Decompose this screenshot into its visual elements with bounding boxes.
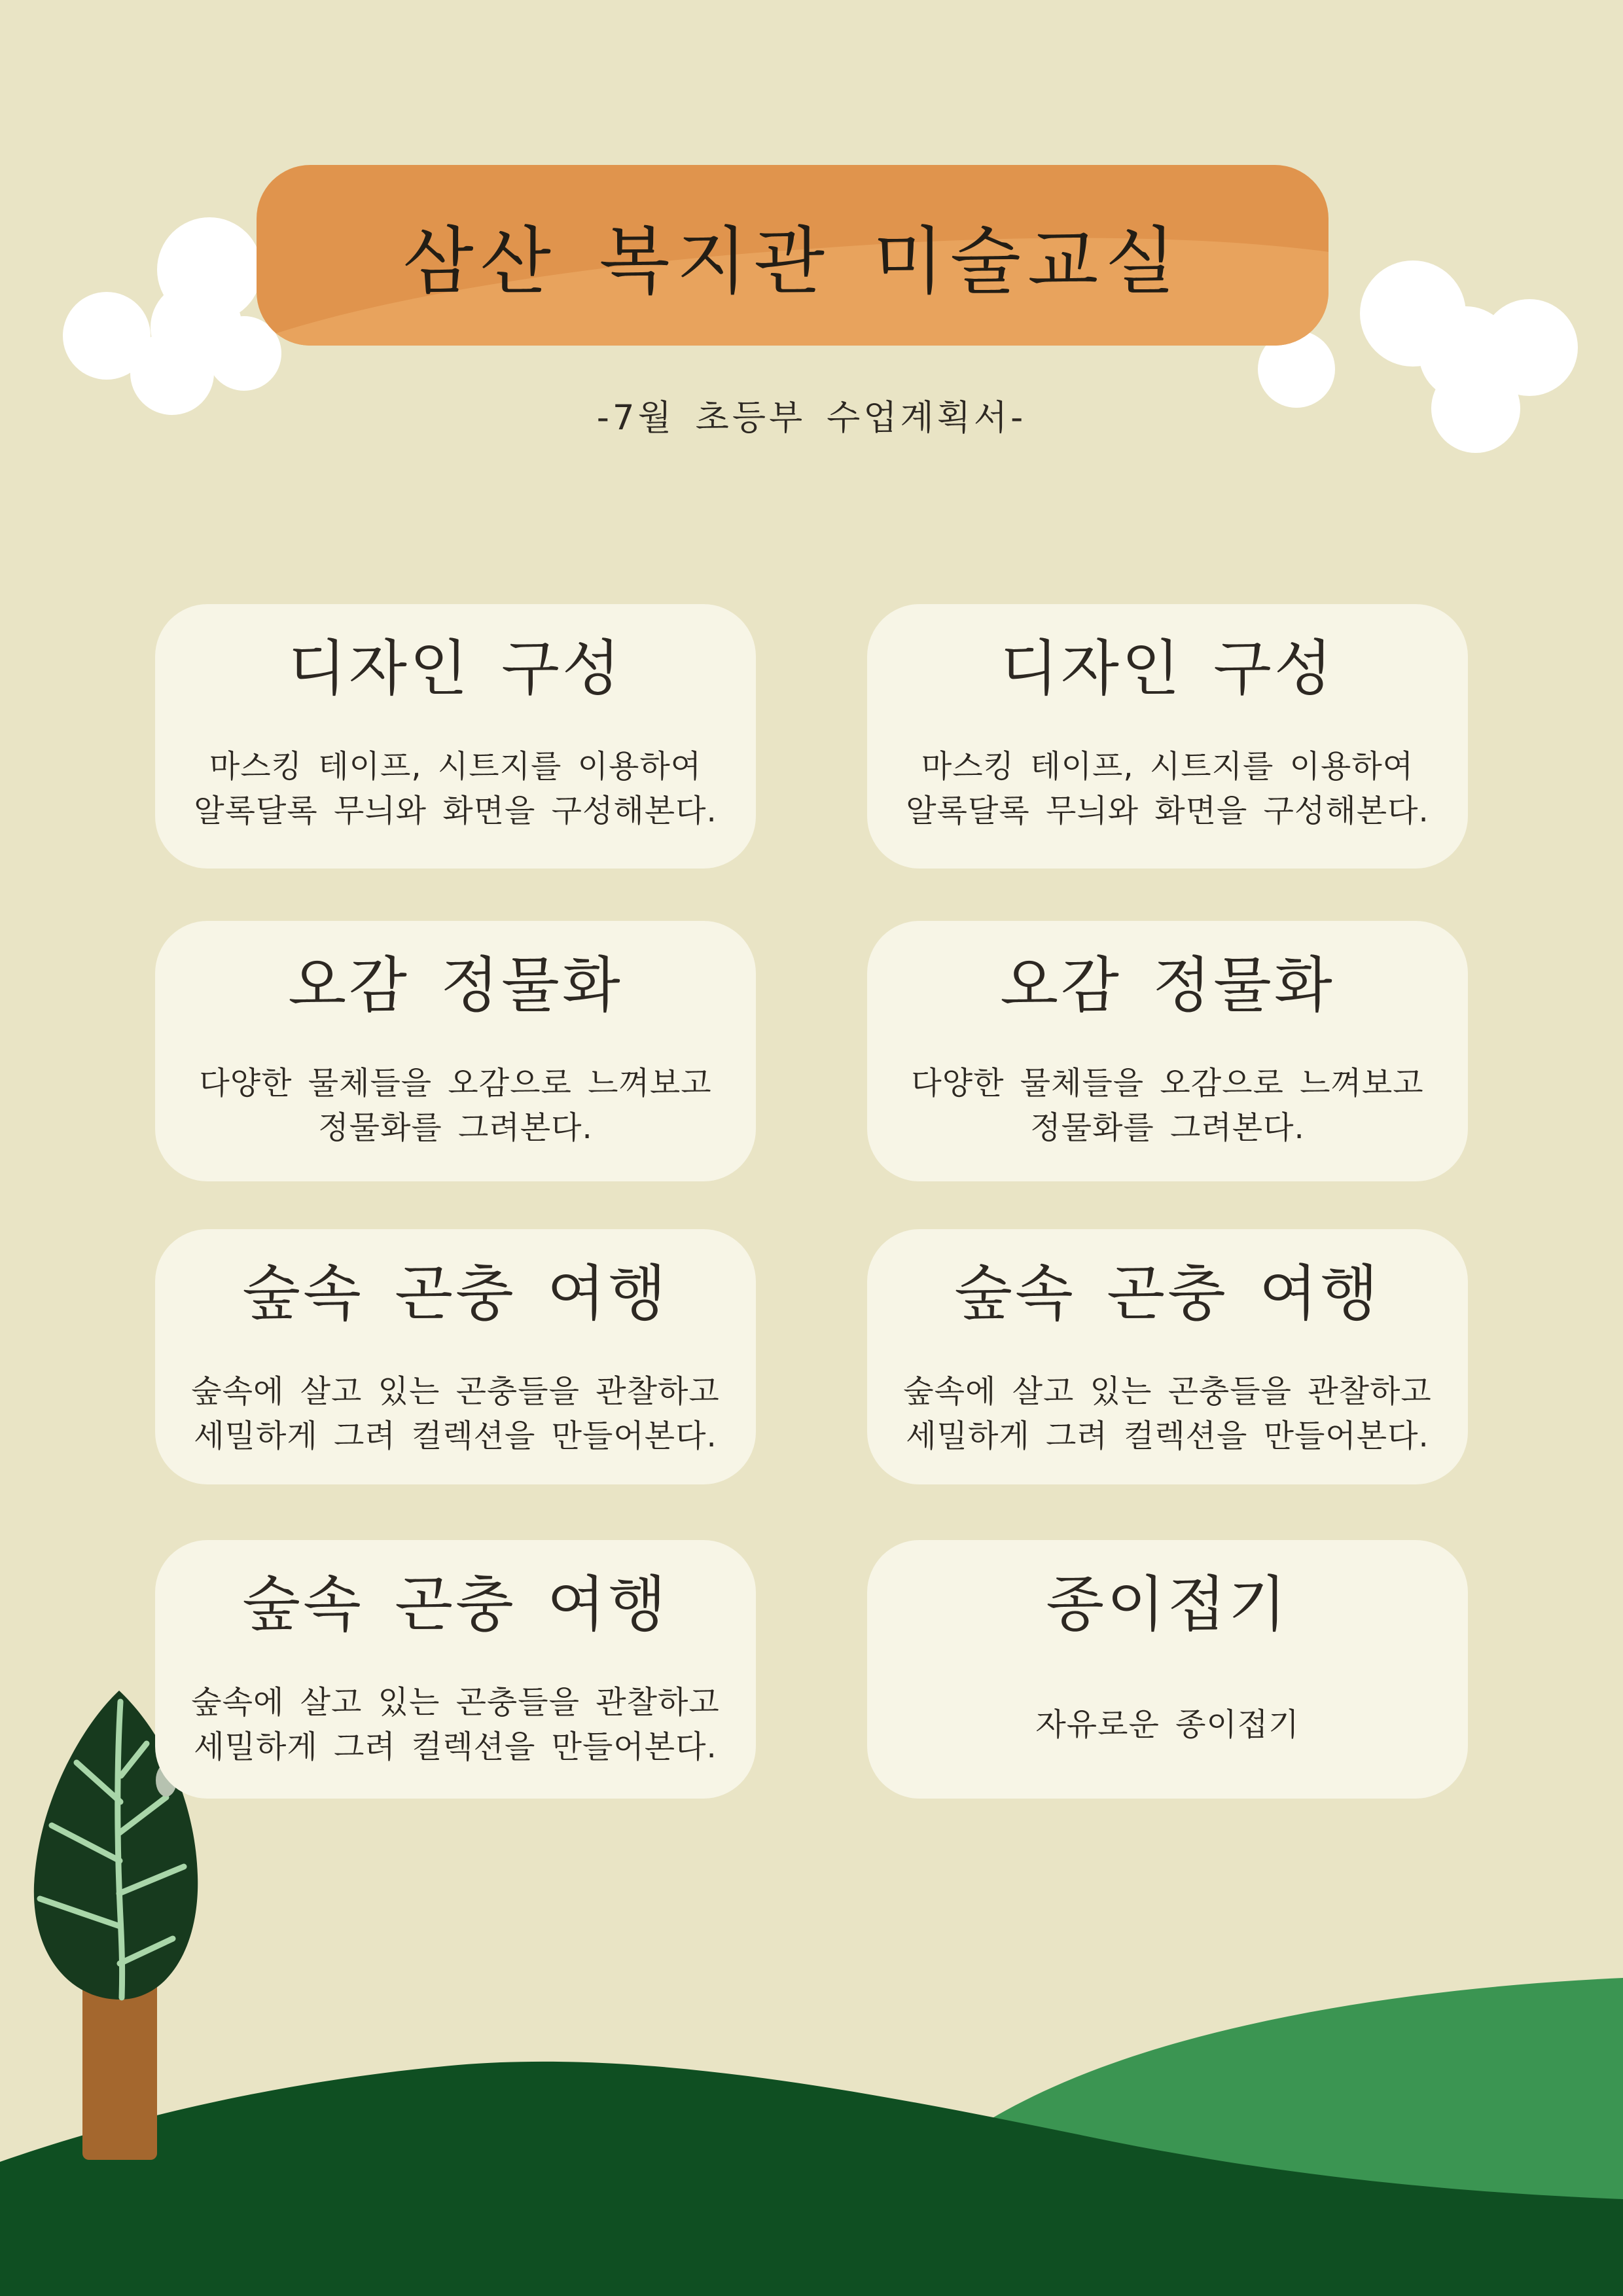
- card-desc-line: 알록달록 무늬와 화면을 구성해본다.: [906, 792, 1429, 829]
- card-title: 오감 정물화: [1000, 950, 1335, 1020]
- card-desc-line: 정물화를 그려본다.: [1030, 1109, 1305, 1146]
- card-desc-line: 세밀하게 그려 컬렉션을 만들어본다.: [194, 1728, 717, 1765]
- card-description: [906, 738, 1429, 840]
- card-desc-line: 정물화를 그려본다.: [318, 1109, 593, 1146]
- card-desc-line: 다양한 물체들을 오감으로 느껴보고: [911, 1064, 1424, 1102]
- card-title: 종이접기: [1046, 1570, 1289, 1640]
- card-title: 오감 정물화: [288, 950, 623, 1020]
- class-card-insects-2: [867, 1229, 1468, 1484]
- card-desc-line: 세밀하게 그려 컬렉션을 만들어본다.: [194, 1417, 717, 1454]
- page-subtitle: -7월 초등부 수업계획서-: [596, 398, 1027, 438]
- class-card-design-1: [155, 604, 756, 869]
- card-desc-line: 숲속에 살고 있는 곤충들을 관찰하고: [191, 1683, 720, 1721]
- class-card-origami: [867, 1540, 1468, 1799]
- page-title: 삼산 복지관 미술교실: [402, 219, 1183, 304]
- card-title: 숲속 곤충 여행: [242, 1570, 669, 1640]
- card-title: 디자인 구성: [288, 634, 623, 704]
- card-description: [191, 1363, 720, 1465]
- card-description: [903, 1363, 1432, 1465]
- card-title: 디자인 구성: [1000, 634, 1335, 704]
- card-desc-line: 마스킹 테이프, 시트지를 이용하여: [921, 747, 1414, 785]
- class-card-insects-3: [155, 1540, 756, 1799]
- card-description: [911, 1054, 1423, 1157]
- card-description: [199, 1054, 711, 1157]
- title-banner: [257, 165, 1329, 346]
- card-desc-line: 마스킹 테이프, 시트지를 이용하여: [209, 747, 702, 785]
- card-desc-line: 다양한 물체들을 오감으로 느껴보고: [199, 1064, 712, 1102]
- class-card-design-2: [867, 604, 1468, 869]
- card-description: [1035, 1674, 1299, 1776]
- class-card-insects-1: [155, 1229, 756, 1484]
- class-card-stilllife-1: [155, 921, 756, 1181]
- card-desc-line: 숲속에 살고 있는 곤충들을 관찰하고: [191, 1372, 720, 1410]
- class-card-stilllife-2: [867, 921, 1468, 1181]
- card-description: [194, 738, 717, 840]
- cloud-left-icon: [63, 217, 281, 415]
- card-desc-line: 세밀하게 그려 컬렉션을 만들어본다.: [906, 1417, 1429, 1454]
- card-desc-line: 숲속에 살고 있는 곤충들을 관찰하고: [903, 1372, 1432, 1410]
- card-description: [191, 1674, 720, 1776]
- card-title: 숲속 곤충 여행: [242, 1259, 669, 1329]
- card-title: 숲속 곤충 여행: [954, 1259, 1381, 1329]
- card-desc-line: 자유로운 종이접기: [1035, 1706, 1300, 1743]
- card-desc-line: 알록달록 무늬와 화면을 구성해본다.: [194, 792, 717, 829]
